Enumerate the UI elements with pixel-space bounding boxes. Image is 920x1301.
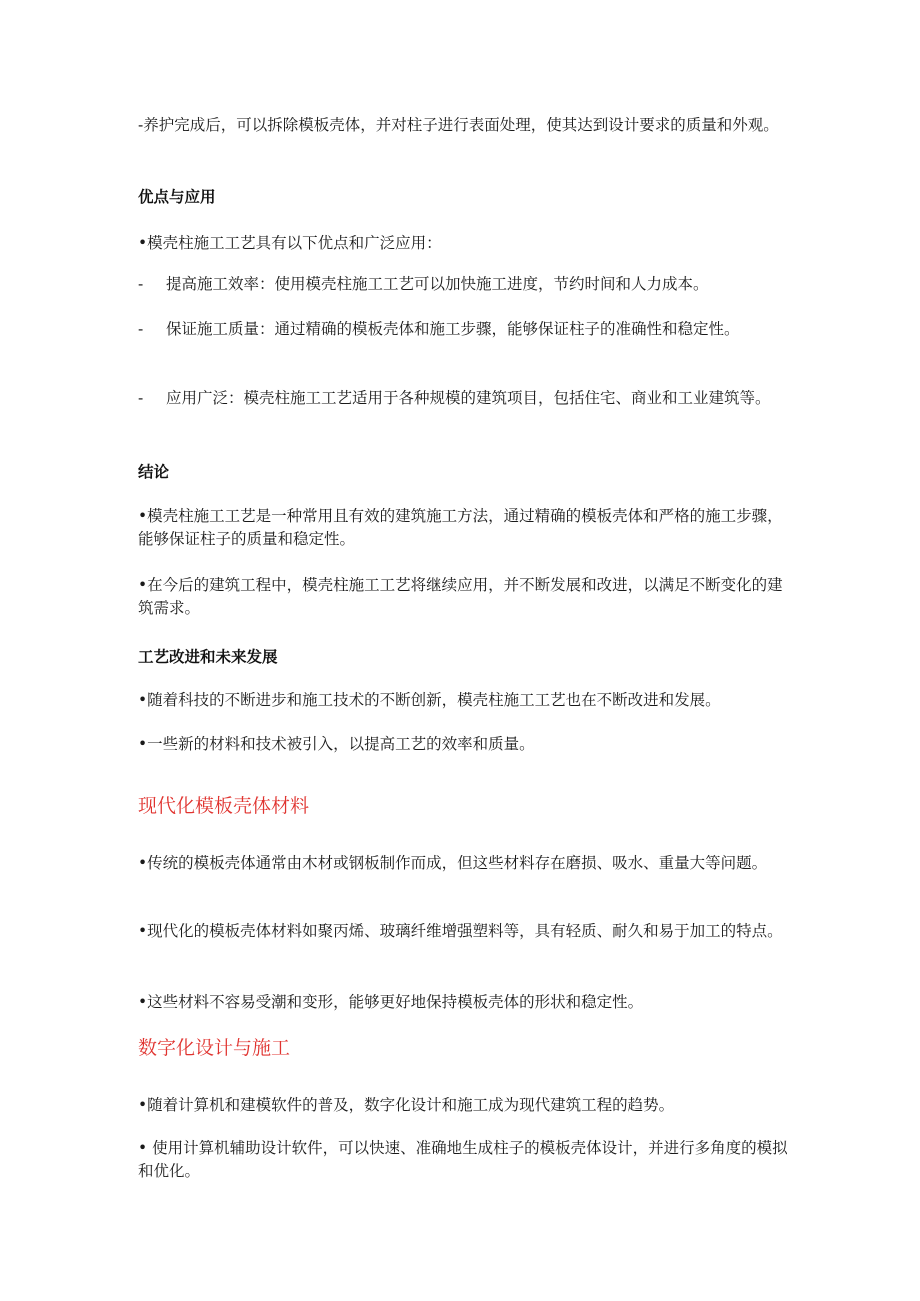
heading-future: 工艺改进和未来发展 — [138, 648, 278, 666]
list-item-text: 应用广泛：模壳柱施工工艺适用于各种规模的建筑项目，包括住宅、商业和工业建筑等。 — [166, 389, 771, 407]
list-item-advantage-efficiency — [138, 273, 788, 296]
paragraph-materials-2: •现代化的模板壳体材料如聚丙烯、玻璃纤维增强塑料等，具有轻质、耐久和易于加工的特点。 — [138, 922, 783, 940]
paragraph-future-1: •随着科技的不断进步和施工技术的不断创新，模壳柱施工工艺也在不断改进和发展。 — [138, 691, 721, 709]
paragraph-curing: -养护完成后，可以拆除模板壳体，并对柱子进行表面处理，使其达到设计要求的质量和外观。 — [138, 116, 779, 134]
paragraph-conclusion-2: •在今后的建筑工程中，模壳柱施工工艺将继续应用，并不断发展和改进，以满足不断变化的建筑需求。 — [138, 576, 783, 617]
list-item-text: 提高施工效率：使用模壳柱施工工艺可以加快施工进度，节约时间和人力成本。 — [166, 275, 709, 293]
paragraph-materials-3: •这些材料不容易受潮和变形，能够更好地保持模板壳体的形状和稳定性。 — [138, 993, 644, 1011]
heading-conclusion: 结论 — [138, 463, 170, 481]
list-item-advantage-application — [138, 387, 788, 410]
list-item-advantage-quality — [138, 318, 788, 341]
heading-modern-materials: 现代化模板壳体材料 — [138, 795, 310, 817]
list-item-text: 保证施工质量：通过精确的模板壳体和施工步骤，能够保证柱子的准确性和稳定性。 — [166, 320, 740, 338]
paragraph-materials-1: •传统的模板壳体通常由木材或钢板制作而成，但这些材料存在磨损、吸水、重量大等问题。 — [138, 854, 768, 872]
paragraph-digital-2: • 使用计算机辅助设计软件，可以快速、准确地生成柱子的模板壳体设计，并进行多角度的模拟和优化。 — [138, 1139, 788, 1180]
paragraph-future-2: •一些新的材料和技术被引入，以提高工艺的效率和质量。 — [138, 735, 535, 753]
dash-marker: - — [138, 389, 144, 407]
paragraph-advantages-intro: •模壳柱施工工艺具有以下优点和广泛应用： — [138, 234, 442, 252]
dash-marker: - — [138, 275, 144, 293]
heading-digital-design: 数字化设计与施工 — [138, 1037, 291, 1059]
paragraph-digital-1: •随着计算机和建模软件的普及，数字化设计和施工成为现代建筑工程的趋势。 — [138, 1096, 675, 1114]
paragraph-conclusion-1: •模壳柱施工工艺是一种常用且有效的建筑施工方法，通过精确的模板壳体和严格的施工步骤，能够保证柱子的质量和稳定性。 — [138, 507, 783, 548]
heading-advantages: 优点与应用 — [138, 188, 216, 206]
dash-marker: - — [138, 320, 144, 338]
